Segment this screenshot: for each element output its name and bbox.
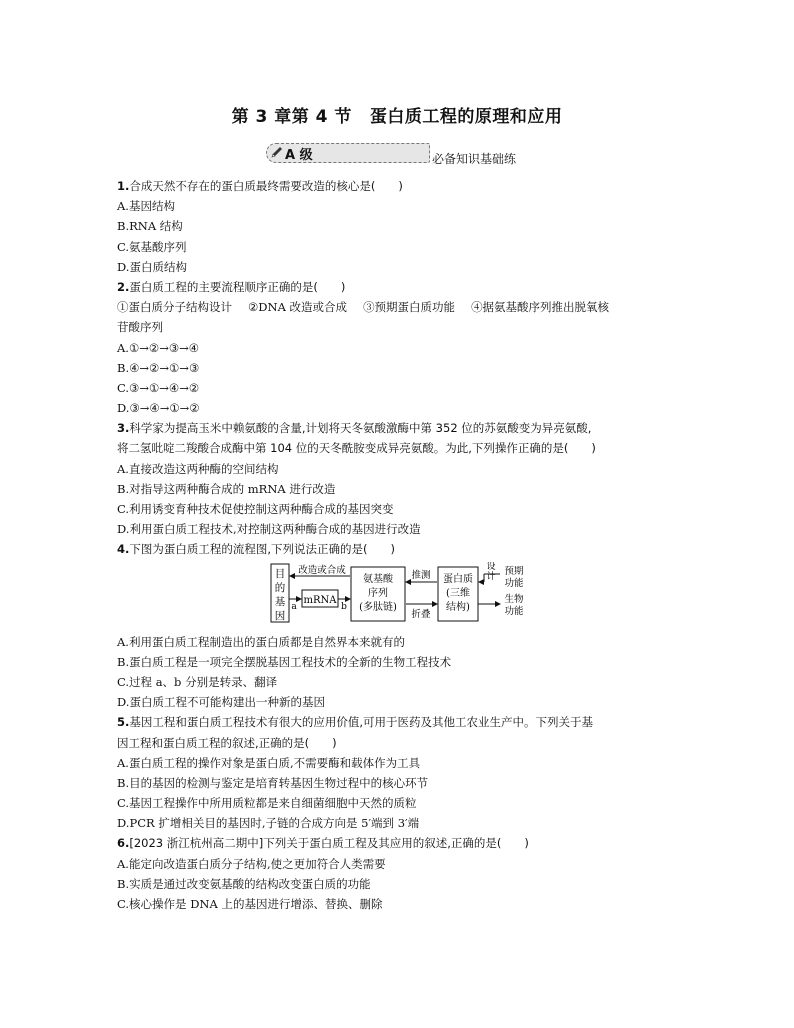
option-a: A.利用蛋白质工程制造出的蛋白质都是自然界本来就有的 bbox=[117, 634, 405, 649]
option-d: D.利用蛋白质工程技术,对控制这两种酶合成的基因进行改造 bbox=[117, 522, 421, 537]
option-b: B.④→②→①→③ bbox=[117, 360, 200, 375]
option-b: B.RNA 结构 bbox=[117, 219, 183, 234]
option-c: C.③→①→④→② bbox=[117, 380, 200, 395]
bio-function-label: 生物 bbox=[504, 593, 524, 605]
option-c: C.利用诱变育种技术促使控制这两种酶合成的基因突变 bbox=[117, 502, 394, 516]
label-a: a bbox=[291, 601, 297, 612]
question-stem: 1.合成天然不存在的蛋白质最终需要改造的核心是( ) bbox=[117, 179, 403, 193]
protein-label: (三维 bbox=[446, 587, 470, 599]
option-b: B.目的基因的检测与鉴定是培育转基因生物过程中的核心环节 bbox=[117, 775, 429, 790]
option-d: D.PCR 扩增相关目的基因时,子链的合成方向是 5′端到 3′端 bbox=[117, 816, 420, 831]
question-items-cont: 苷酸序列 bbox=[117, 320, 163, 335]
question-stem: 6.[2023 浙江杭州高二期中]下列关于蛋白质工程及其应用的叙述,正确的是( ) bbox=[117, 836, 529, 851]
question-stem: 4.下图为蛋白质工程的流程图,下列说法正确的是( ) bbox=[117, 542, 396, 557]
mrna-label: mRNA bbox=[303, 594, 337, 606]
option-c: C.过程 a、b 分别是转录、翻译 bbox=[117, 674, 278, 689]
bio-function-label: 功能 bbox=[504, 605, 524, 617]
figure-container bbox=[117, 560, 683, 632]
expected-function-label: 预期 bbox=[504, 565, 524, 577]
option-a: A.①→②→③→④ bbox=[117, 340, 200, 355]
level-label: A 级 bbox=[285, 148, 313, 163]
option-b: B.蛋白质工程是一项完全摆脱基因工程技术的全新的生物工程技术 bbox=[117, 654, 452, 669]
question-list bbox=[117, 176, 683, 914]
option-a: A.直接改造这两种酶的空间结构 bbox=[117, 461, 279, 476]
title-chapter: 第 3 章第 4 节 bbox=[231, 107, 352, 127]
modify-label: 改造或合成 bbox=[298, 564, 346, 576]
option-b: B.对指导这两种酶合成的 mRNA 进行改造 bbox=[117, 481, 336, 496]
design-label: 计 bbox=[486, 571, 496, 582]
gene-label: 目 bbox=[274, 567, 286, 580]
option-a: A.基因结构 bbox=[117, 199, 175, 214]
amino-acid-label: (多肽链) bbox=[359, 601, 397, 613]
option-c: C.基因工程操作中所用质粒都是来自细菌细胞中天然的质粒 bbox=[117, 796, 417, 811]
option-a: A.能定向改造蛋白质分子结构,使之更加符合人类需要 bbox=[117, 856, 386, 871]
gene-label: 基 bbox=[274, 595, 286, 608]
option-c: C.氨基酸序列 bbox=[117, 239, 187, 254]
title-topic: 蛋白质工程的原理和应用 bbox=[369, 107, 563, 127]
option-d: D.蛋白质结构 bbox=[117, 259, 187, 274]
expected-function-label: 功能 bbox=[504, 577, 524, 589]
option-d: D.③→④→①→② bbox=[117, 401, 200, 416]
protein-label: 蛋白质 bbox=[443, 573, 473, 585]
question-stem: 5.基因工程和蛋白质工程技术有很大的应用价值,可用于医药及其他工农业生产中。下列关于基 bbox=[117, 715, 594, 730]
option-a: A.蛋白质工程的操作对象是蛋白质,不需要酶和载体作为工具 bbox=[117, 755, 421, 770]
option-d: D.蛋白质工程不可能构建出一种新的基因 bbox=[117, 695, 325, 710]
deduce-label: 推测 bbox=[411, 569, 431, 581]
fold-label: 折叠 bbox=[411, 608, 431, 620]
question-stem-cont: 将二氢吡啶二羧酸合成酶中第 104 位的天冬酰胺变成异亮氨酸。为此,下列操作正确的是( ) bbox=[117, 441, 596, 456]
level-subtitle: 必备知识基础练 bbox=[432, 152, 517, 166]
question-items: ①蛋白质分子结构设计 ②DNA 改造或合成 ③预期蛋白质功能 ④据氨基酸序列推出脱氧核 bbox=[117, 300, 610, 315]
option-c: C.核心操作是 DNA 上的基因进行增添、替换、删除 bbox=[117, 897, 383, 911]
gene-label: 因 bbox=[274, 609, 286, 622]
protein-engineering-flowchart bbox=[270, 562, 540, 628]
option-b: B.实质是通过改变氨基酸的结构改变蛋白质的功能 bbox=[117, 876, 371, 891]
question-stem-cont: 因工程和蛋白质工程的叙述,正确的是( ) bbox=[117, 735, 337, 750]
amino-acid-label: 序列 bbox=[368, 587, 388, 599]
question-stem: 2.蛋白质工程的主要流程顺序正确的是( ) bbox=[117, 279, 346, 294]
page-title bbox=[0, 102, 794, 127]
gene-label: 的 bbox=[274, 581, 286, 594]
pencil-icon bbox=[270, 145, 284, 159]
question-stem: 3.科学家为提高玉米中赖氨酸的含量,计划将天冬氨酸激酶中第 352 位的苏氨酸变为异亮氨酸, bbox=[117, 421, 592, 436]
label-b: b bbox=[341, 601, 347, 612]
design-label: 设 bbox=[486, 561, 496, 572]
protein-label: 结构) bbox=[446, 601, 470, 613]
amino-acid-label: 氨基酸 bbox=[363, 573, 393, 585]
